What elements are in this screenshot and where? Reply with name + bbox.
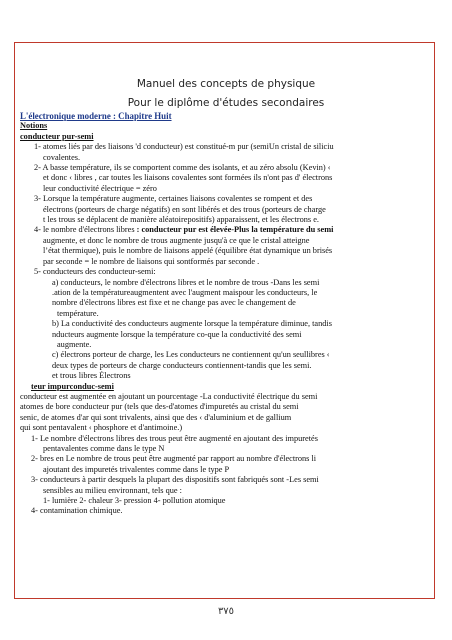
text-line: leur conductivité électrique = zéro — [43, 183, 157, 193]
text-line: qui sont pentavalent ‹ phosphore et d'antimoine.) — [20, 423, 183, 433]
page-number: ٣٧٥ — [217, 606, 235, 617]
text-line: 3- Lorsque la température augmente, certaines liaisons covalentes se rompent et des — [34, 194, 313, 204]
text-line: senic, de atomes d'ar qui sont trivalents, ainsi que des ‹ d'aluminium et de gallium — [20, 412, 292, 422]
text-line: atomes de bore conducteur pur (tels que des-d'atomes d'impuretés au cristal du semi — [20, 402, 299, 412]
text-line: nducteurs augmente lorsque la température co-que la conductivité des semi — [52, 329, 302, 339]
text-line: sensibles au milieu environnant, tels que : — [43, 485, 182, 495]
text-line: 2- A basse température, ils se comportent comme des isolants, et au zéro absolu (Kevin) ‹ — [34, 163, 331, 173]
text-line: température. — [57, 308, 99, 318]
section1-heading: conducteur pur-semi — [20, 131, 94, 141]
text-line — [20, 225, 428, 235]
text-line: pentavalentes comme dans le type N — [43, 444, 165, 453]
text-line: augmente. — [57, 339, 92, 349]
text-line: par seconde = le nombre de liaisons qui sontformés par seconde . — [43, 256, 260, 266]
text-line: électrons (porteurs de charge négatifs) en sont libérés et des trous (porteurs de charge — [43, 204, 326, 214]
text-line: a) conducteurs, le nombre d'électrons libres et le nombre de trous -Dans les semi — [52, 277, 320, 287]
text-line: .ation de la températureaugmentent avec l'augment maispour les conducteurs, le — [52, 287, 318, 297]
text-line: t les trous se déplacent de manière aléatoirepositifs) apparaissent, et les électrons e. — [43, 215, 319, 225]
section1-list — [20, 142, 428, 381]
section2-list — [20, 392, 428, 517]
text-line-plain: 4- le nombre d'électrons libres — [34, 225, 137, 235]
text-line-bold: : conducteur pur est élevée-Plus la température du semi — [136, 225, 334, 235]
notions-heading: Notions — [20, 121, 48, 131]
header-title-line1: Manuel des concepts de physique — [136, 78, 316, 90]
text-line: ajoutant des impuretés trivalentes comme dans le type P — [43, 464, 230, 474]
chapter-title: L'électronique moderne : Chapitre Huit — [20, 111, 172, 121]
text-line: augmente, et donc le nombre de trous augmente jusqu'à ce que le cristal atteigne — [43, 235, 310, 245]
text-line: 1- Le nombre d'électrons libres des trous peut être augmenté en ajoutant des impuretés — [31, 433, 318, 443]
document-body — [20, 111, 428, 517]
text-line: b) La conductivité des conducteurs augmente lorsque la température diminue, tandis — [52, 319, 332, 329]
page-header — [0, 76, 452, 111]
text-line: nombre d'électrons libres est fixe et ne change pas avec le changement de — [52, 298, 296, 308]
text-line: c) électrons porteur de charge, les Les conducteurs ne contiennent qu'un seullibres ‹ — [52, 350, 330, 360]
text-line: 4- contamination chimique. — [31, 506, 123, 516]
header-title-line2: Pour le diplôme d'études secondaires — [127, 97, 325, 109]
text-line: 5- conducteurs des conducteur-semi: — [34, 267, 156, 277]
text-line: deux types de porteurs de charge conducteurs contiennent-tandis que les semi. — [52, 360, 312, 370]
text-line: et trous libres Électrons — [52, 371, 131, 381]
text-line: 2- bres en Le nombre de trous peut être augmenté par rapport au nombre d'électrons li — [31, 454, 317, 464]
section2-heading: teur impurconduc-semi — [31, 381, 114, 391]
text-line: 1- atomes liés par des liaisons 'd conducteur) est constitué-m pur (semiUn cristal de siliciu — [34, 142, 334, 152]
text-line: l’état thermique), puis le nombre de liaisons appelé (équilibre état dynamique un brisés — [43, 246, 333, 256]
text-line: et donc ‹ libres , car toutes les liaisons covalentes sont formées ils n'ont pas d' électrons — [43, 173, 333, 183]
text-line: covalentes. — [43, 152, 81, 162]
text-line: 3- conducteurs à partir desquels la plupart des dispositifs sont fabriqués sont -Les semi — [31, 475, 319, 485]
text-line: conducteur est augmentée en ajoutant un pourcentage -La conductivité électrique du semi — [20, 391, 318, 401]
text-line: 1- lumière 2- chaleur 3- pression 4- pollution atomique — [43, 496, 226, 506]
